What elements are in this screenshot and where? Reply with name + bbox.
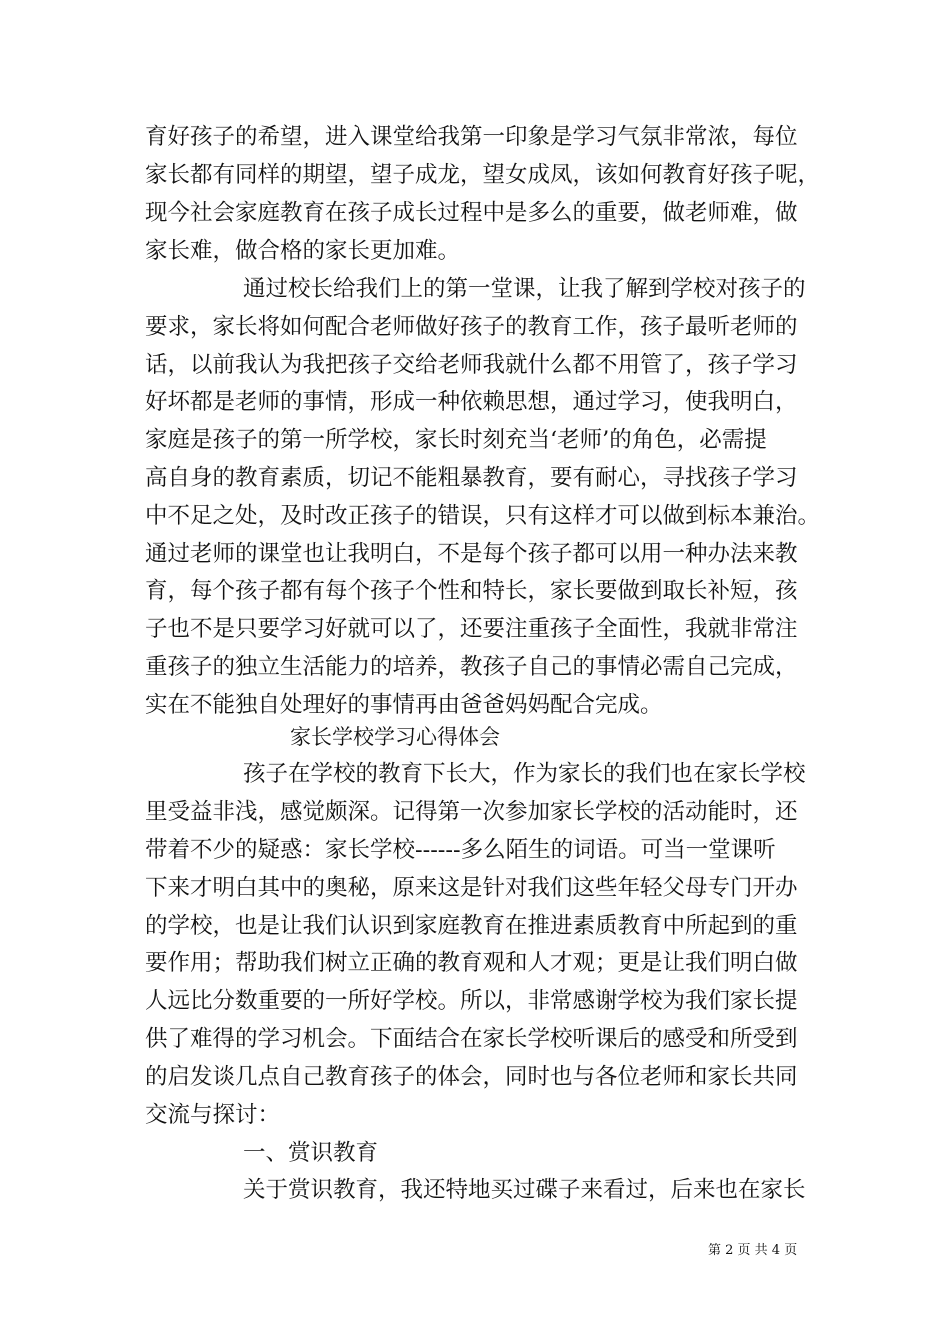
text-line: 话，以前我认为我把孩子交给老师我就什么都不用管了，孩子学习 [145, 352, 798, 378]
text-line: 带着不少的疑惑：家长学校------多么陌生的词语。可当一堂课听 [145, 837, 776, 863]
text-line: 孩子在学校的教育下长大，作为家长的我们也在家长学校 [243, 761, 806, 787]
text-line: 通过老师的课堂也让我明白，不是每个孩子都可以用一种办法来教 [145, 541, 798, 567]
text-line: 下来才明白其中的奥秘，原来这是针对我们这些年轻父母专门开办 [145, 875, 798, 901]
text-line: 中不足之处，及时改正孩子的错误，只有这样才可以做到标本兼治。 [145, 503, 821, 529]
section-title: 家长学校学习心得体会 [290, 725, 500, 749]
text-line: 重孩子的独立生活能力的培养，教孩子自己的事情必需自己完成， [145, 654, 798, 680]
text-line: 的学校，也是让我们认识到家庭教育在推进素质教育中所起到的重 [145, 913, 798, 939]
subheading: 一、赏识教育 [243, 1140, 379, 1166]
text-line: 实在不能独自处理好的事情再由爸爸妈妈配合完成。 [145, 692, 663, 718]
text-line: 人远比分数重要的一所好学校。所以，非常感谢学校为我们家长提 [145, 988, 798, 1014]
text-line: 通过校长给我们上的第一堂课，让我了解到学校对孩子的 [243, 276, 806, 302]
text-line: 现今社会家庭教育在孩子成长过程中是多么的重要，做老师难，做 [145, 200, 798, 226]
text-line: 家长难，做合格的家长更加难。 [145, 238, 461, 264]
text-line: 家长都有同样的期望，望子成龙，望女成凤，该如何教育好孩子呢， [145, 162, 821, 188]
text-line: 要作用；帮助我们树立正确的教育观和人才观；更是让我们明白做 [145, 950, 798, 976]
text-line: 育好孩子的希望，进入课堂给我第一印象是学习气氛非常浓，每位 [145, 124, 798, 150]
text-line: 育，每个孩子都有每个孩子个性和特长，家长要做到取长补短，孩 [145, 578, 798, 604]
text-line: 高自身的教育素质，切记不能粗暴教育，要有耐心，寻找孩子学习 [145, 465, 798, 491]
text-line: 好坏都是老师的事情，形成一种依赖思想，通过学习，使我明白， [145, 389, 798, 415]
text-line: 要求，家长将如何配合老师做好孩子的教育工作，孩子最听老师的 [145, 314, 798, 340]
text-line: 子也不是只要学习好就可以了，还要注重孩子全面性，我就非常注 [145, 616, 798, 642]
text-line: 供了难得的学习机会。下面结合在家长学校听课后的感受和所受到 [145, 1026, 798, 1052]
text-line: 里受益非浅，感觉颇深。记得第一次参加家长学校的活动能时，还 [145, 799, 798, 825]
text-line: 关于赏识教育，我还特地买过碟子来看过，后来也在家长 [243, 1177, 806, 1203]
text-line: 交流与探讨： [145, 1102, 281, 1128]
text-line: 家庭是孩子的第一所学校，家长时刻充当‘老师’的角色，必需提 [145, 427, 767, 453]
text-line: 的启发谈几点自己教育孩子的体会，同时也与各位老师和家长共同 [145, 1064, 798, 1090]
page-indicator: 第 2 页 共 4 页 [708, 1243, 798, 1258]
